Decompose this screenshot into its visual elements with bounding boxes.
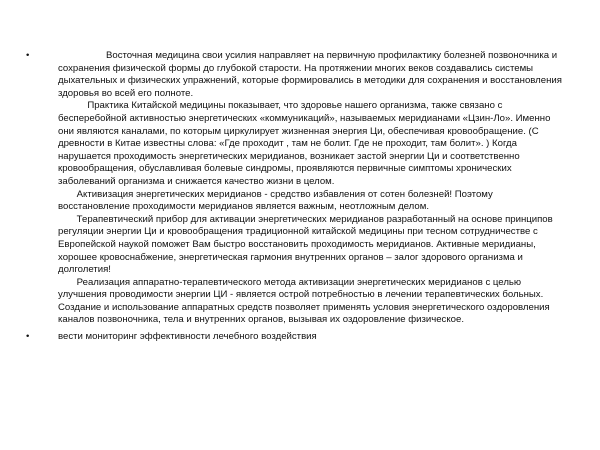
paragraph-method-implementation: Реализация аппаратно-терапевтического метода активизации энергетических меридианов с целью улучшения проводимости энергии ЦИ - является острой потребностью в лечении терапевтических больных. Создание и использование аппаратных средств позволяет применять условия энергетического оздоровления каналов позвоночника, тела и внутренних органов, вызывая их оздоровление физическое. (58, 276, 550, 326)
bullet-item-main (26, 50, 566, 327)
bullet-marker: • (26, 50, 30, 61)
bullet-marker: • (26, 331, 30, 343)
paragraph-monitoring: вести мониторинг эффективности лечебного воздействия (58, 331, 317, 343)
paragraph-chinese-medicine-practice: Практика Китайской медицины показывает, что здоровье нашего организма, также связано с бесперебойной активностью энергетических «коммуникаций», называемых меридианами «Цзин-Ло». Именно они являются каналами, по которым циркулирует жизненная энергия Ци, обеспечивая кровообращение. (С древности в Китае известны слова: «Где проходит , там не болит. Где не проходит, там болит». ) Когда нарушается проходимость энергетических меридианов, возникает застой энергии Ци и соответственно кровообращения, обуславливая болевые синдромы, проявляются первичные симптомы хронических заболеваний организма и снижается качество жизни в целом. (58, 100, 551, 187)
paragraph-therapeutic-device: Терапевтический прибор для активации энергетических меридианов разработанный на основе принципов регуляции энергии Ци и кровообращения традиционной китайской медицины при тесном сотрудничестве с Европейской наукой поможет Вам быстро восстановить проходимость меридианов. Активные меридианы, хорошее кровоснабжение, энергетическая гармония внутренних органов – залог здорового организма и долголетия! (58, 213, 553, 276)
paragraph-meridian-activation: Активизация энергетических меридианов - средство избавления от сотен болезней! Поэтому восстановление проходимости меридианов является важным, неотложным делом. (58, 188, 493, 213)
bullet-list (26, 50, 566, 344)
paragraph-eastern-medicine: Восточная медицина свои усилия направляет на первичную профилактику болезней позвоночника и сохранения физической формы до глубокой старости. На протяжении многих веков создавались системы дыхательных и физических упражнений, которые формировались в методики для сохранения и восстановления здоровья во всей его полноте. (58, 50, 562, 99)
bullet-item-monitoring (26, 331, 566, 344)
